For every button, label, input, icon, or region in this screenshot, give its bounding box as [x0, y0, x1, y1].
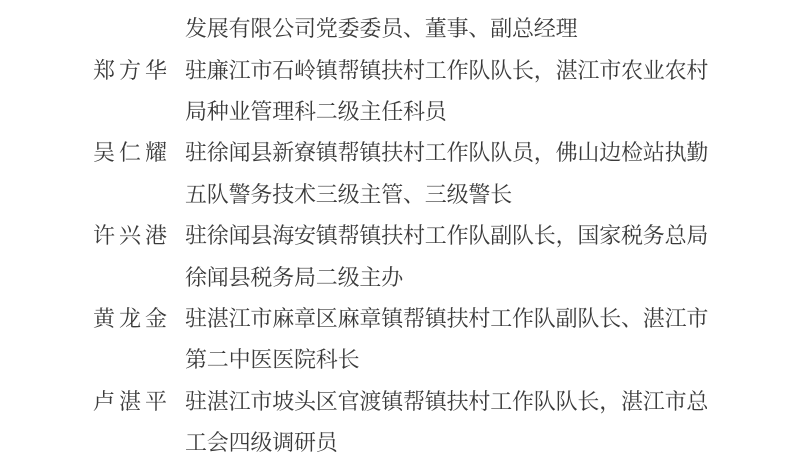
text-line	[0, 338, 800, 379]
text-line	[0, 380, 800, 421]
position-text: 第二中医医院科长	[185, 347, 360, 373]
text-line	[0, 173, 800, 214]
position-text: 五队警务技术三级主管、三级警长	[185, 181, 513, 207]
position-text: 驻湛江市坡头区官渡镇帮镇扶村工作队队长，湛江市总	[185, 388, 709, 414]
position-text: 驻廉江市石岭镇帮镇扶村工作队队长，湛江市农业农村	[185, 57, 709, 83]
person-name: 吴仁耀	[93, 140, 172, 166]
text-line	[0, 297, 800, 338]
position-text: 驻徐闻县海安镇帮镇扶村工作队副队长，国家税务总局	[185, 223, 709, 249]
person-name: 郑方华	[93, 57, 172, 83]
position-text: 驻湛江市麻章区麻章镇帮镇扶村工作队副队长、湛江市	[185, 305, 709, 331]
personnel-list	[0, 7, 800, 458]
position-text: 驻徐闻县新寮镇帮镇扶村工作队队员，佛山边检站执勤	[185, 140, 709, 166]
text-line	[0, 255, 800, 296]
position-text: 局种业管理科二级主任科员	[185, 98, 447, 124]
position-text: 发展有限公司党委委员、董事、副总经理	[185, 16, 578, 42]
person-name: 许兴港	[93, 223, 172, 249]
text-line	[0, 214, 800, 255]
text-line	[0, 48, 800, 89]
position-text: 工会四级调研员	[185, 430, 338, 456]
text-line	[0, 131, 800, 172]
text-line	[0, 7, 800, 48]
person-name: 卢湛平	[93, 388, 172, 414]
text-line	[0, 90, 800, 131]
text-line	[0, 421, 800, 458]
position-text: 徐闻县税务局二级主办	[185, 264, 404, 290]
person-name: 黄龙金	[93, 305, 172, 331]
